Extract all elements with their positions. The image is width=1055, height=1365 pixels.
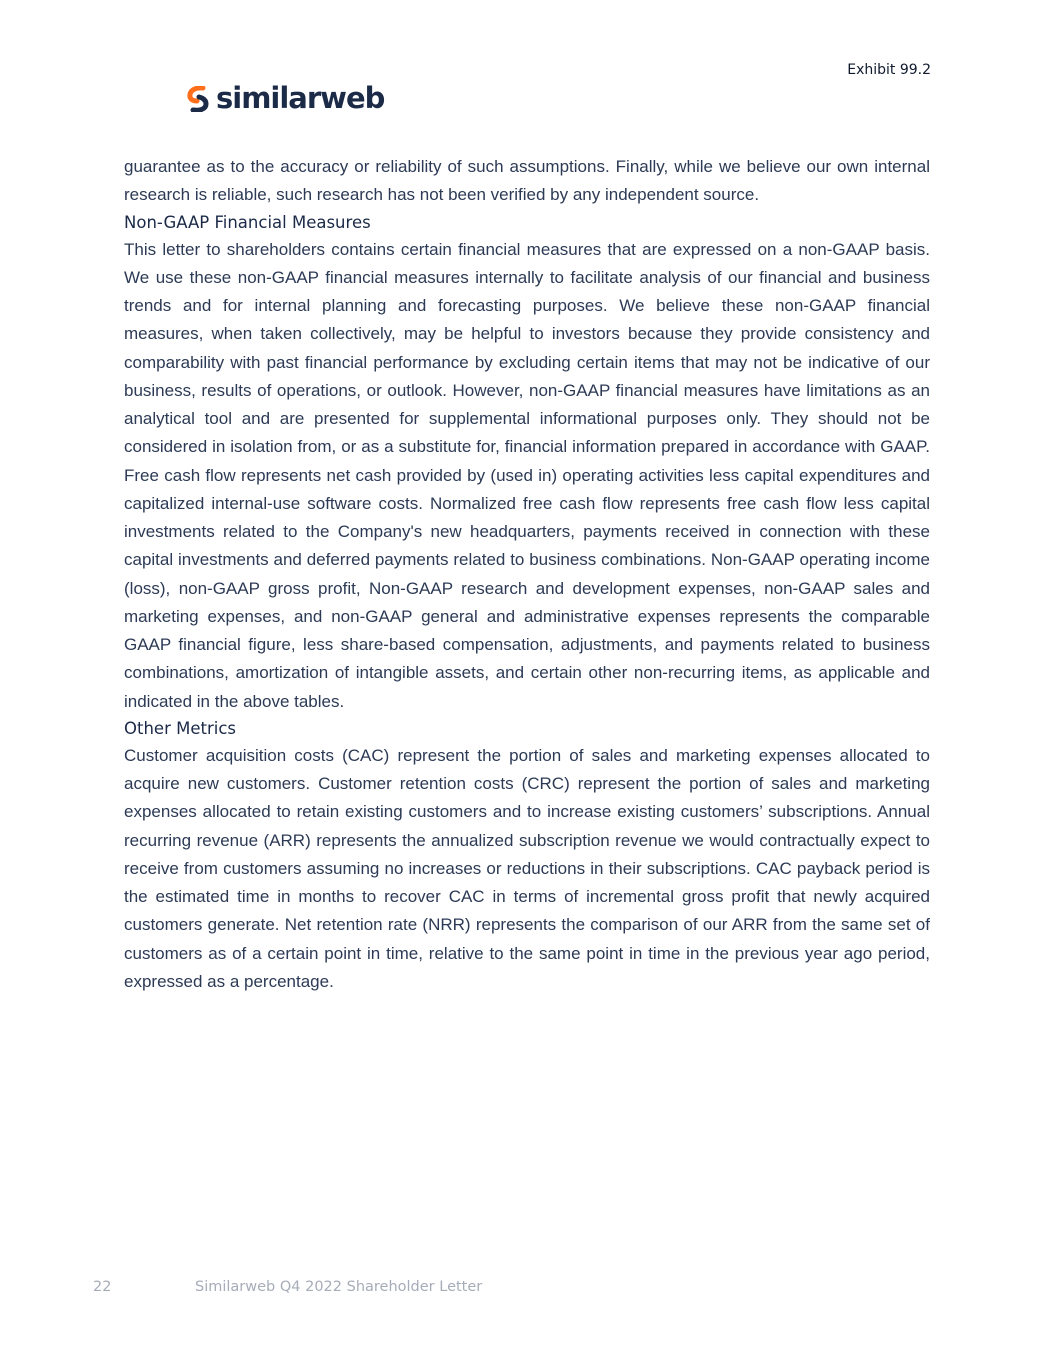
main-content — [124, 153, 930, 996]
similarweb-logo — [186, 81, 385, 115]
intro-paragraph: guarantee as to the accuracy or reliability of such assumptions. Finally, while we believe our own internal research is reliable, such research has not been verified by any independent source. — [124, 157, 930, 205]
exhibit-label: Exhibit 99.2 — [847, 62, 931, 78]
other-metrics-heading: Other Metrics — [124, 718, 236, 738]
page-number: 22 — [93, 1279, 112, 1295]
similarweb-s-icon — [186, 86, 210, 112]
non-gaap-paragraph: This letter to shareholders contains certain financial measures that are expressed on a non-GAAP basis. We use these non-GAAP financial measures internally to facilitate analysis of our financial and business trends and for internal planning and forecasting purposes. We believe these non-GAAP financial measures, when taken collectively, may be helpful to investors because they provide consistency and comparability with past financial performance by excluding certain items that may not be indicative of our business, results of operations, or outlook. However, non-GAAP financial measures have limitations as an analytical tool and are presented for supplemental informational purposes only. They should not be considered in isolation from, or as a substitute for, financial information prepared in accordance with GAAP. Free cash flow represents net cash provided by (used in) operating activities less capital expenditures and capitalized internal-use software costs. Normalized free cash flow represents free cash flow less capital investments related to the Company's new headquarters, payments received in connection with these capital investments and deferred payments related to business combinations. Non-GAAP operating income (loss), non-GAAP gross profit, Non-GAAP research and development expenses, non-GAAP sales and marketing expenses, and non-GAAP general and administrative expenses represents the comparable GAAP financial figure, less share-based compensation, adjustments, and payments related to business combinations, amortization of intangible assets, and certain other non-recurring items, as applicable and indicated in the above tables. — [124, 239, 930, 711]
non-gaap-heading: Non-GAAP Financial Measures — [124, 212, 371, 232]
footer-title: Similarweb Q4 2022 Shareholder Letter — [195, 1279, 483, 1295]
logo-wordmark: similarweb — [216, 81, 385, 115]
other-metrics-paragraph: Customer acquisition costs (CAC) represent the portion of sales and marketing expenses allocated to acquire new customers. Customer retention costs (CRC) represent the portion of sales and marketing expenses allocated to retain existing customers and to increase existing customers’ subscriptions. Annual recurring revenue (ARR) represents the annualized subscription revenue we would contractually expect to receive from customers assuming no increases or reductions in their subscriptions. CAC payback period is the estimated time in months to recover CAC in terms of incremental gross profit that newly acquired customers generate. Net retention rate (NRR) represents the comparison of our ARR from the same set of customers as of a certain point in time, relative to the same point in time in the previous year ago period, expressed as a percentage. — [124, 745, 930, 991]
